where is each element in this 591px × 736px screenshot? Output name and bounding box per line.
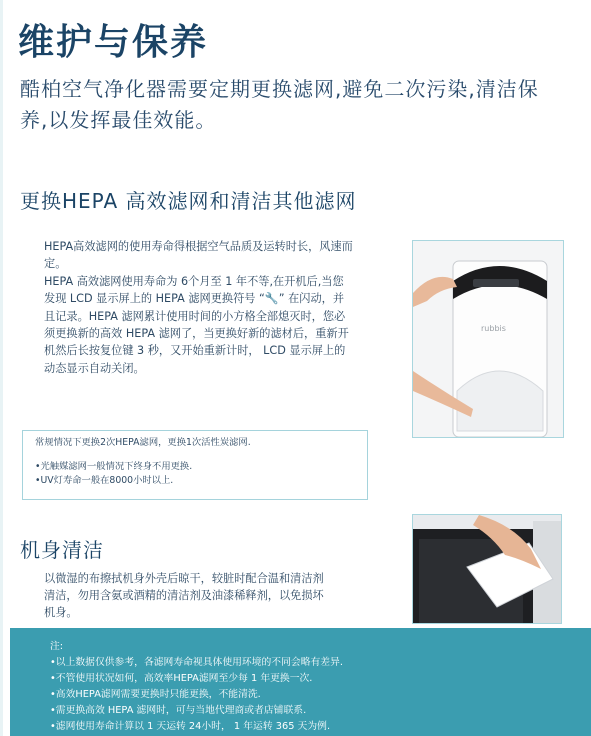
brand-logo: rubbis bbox=[481, 324, 506, 333]
notice-main: 常规情况下更换2次HEPA滤网，更换1次活性炭滤网. bbox=[35, 437, 251, 448]
hepa-section-heading: 更换HEPA 高效滤网和清洁其他滤网 bbox=[20, 189, 357, 213]
notice-bullet: •UV灯寿命一般在8000小时以上. bbox=[35, 475, 174, 486]
purifier-filter-photo bbox=[412, 240, 564, 438]
filter-notice-box bbox=[22, 430, 368, 500]
notes-heading: 注: bbox=[50, 641, 64, 652]
cleaning-description: 以微湿的布擦拭机身外壳后晾干，较脏时配合温和清洁剂清洁，勿用含氨或酒精的清洁剂及油漆稀释剂，以免损坏机身。 bbox=[44, 572, 324, 619]
note-item: •不管使用状况如何，高效率HEPA滤网至少每 1 年更换一次. bbox=[50, 673, 313, 684]
cleaning-illustration bbox=[413, 515, 561, 623]
note-item: •以上数据仅供参考，各滤网寿命视具体使用环境的不同会略有差异. bbox=[50, 657, 344, 668]
hepa-description bbox=[44, 238, 354, 377]
note-item: •高效HEPA滤网需要更换时只能更换，不能清洗. bbox=[50, 689, 261, 700]
hepa-paragraph: HEPA高效滤网的使用寿命得根据空气品质及运转时长，风速而定。 bbox=[44, 240, 353, 271]
intro-text: 酷柏空气净化器需要定期更换滤网,避免二次污染,清洁保养,以发挥最佳效能。 bbox=[20, 77, 539, 132]
note-item: •需更换高效 HEPA 滤网时，可与当地代理商或者店铺联系. bbox=[50, 705, 307, 716]
cleaning-section-heading: 机身清洁 bbox=[20, 538, 104, 562]
note-item: •滤网使用寿命计算以 1 天运转 24小时， 1 年运转 365 天为例. bbox=[50, 721, 331, 732]
hepa-paragraph: HEPA 高效滤网使用寿命为 6个月至 1 年不等,在开机后,当您发现 LCD 显示屏上的 HEPA 滤网更换符号 “🔧” 在闪动，并且记录。HEPA 滤网累计使用时间的小方格全部熄灭时，您必须更换新的高效 HEPA 滤网了，当更换好新的滤材后，重新开机然后长按复位键 3 秒，又开始重新计时， LCD 显示屏上的动态显示自动关闭。 bbox=[44, 274, 349, 375]
left-margin-rule bbox=[0, 0, 3, 736]
cleaning-photo bbox=[412, 514, 562, 624]
notice-bullet: •光触媒滤网一般情况下终身不用更换. bbox=[35, 461, 193, 472]
page-title: 维护与保养 bbox=[18, 22, 209, 63]
notes-panel bbox=[10, 628, 591, 736]
purifier-illustration bbox=[413, 241, 563, 437]
